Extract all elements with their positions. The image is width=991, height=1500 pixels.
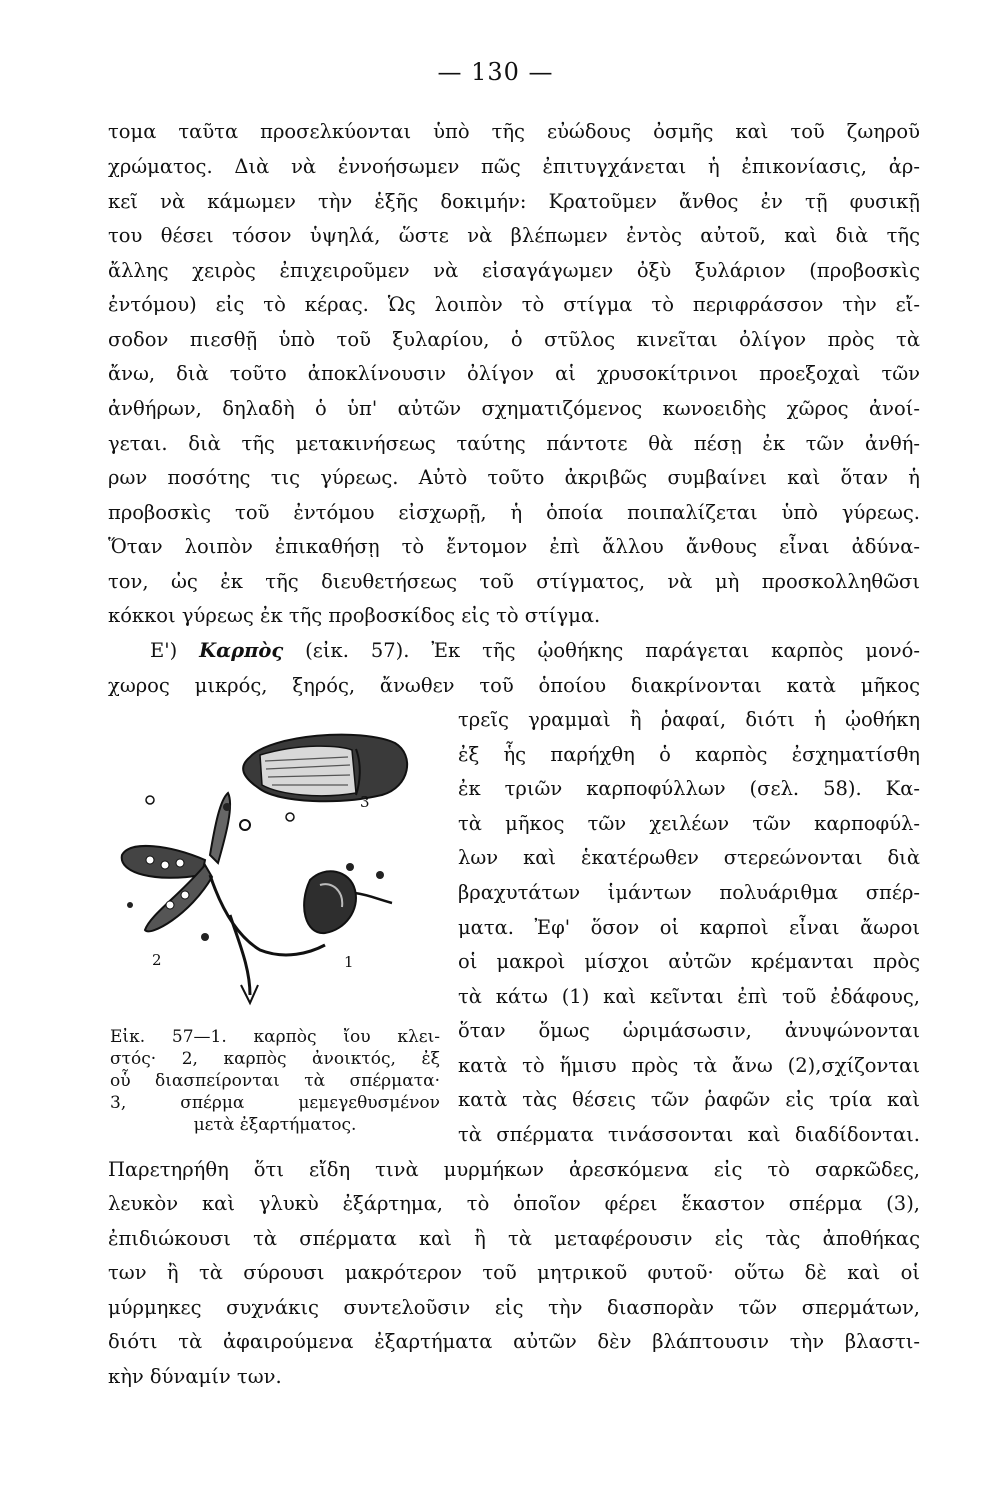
text-line: διότι τὰ ἀφαιρούμενα ἐξαρτήματα αὐτῶν δὲν βλάπτουσιν τὴν βλαστι- <box>108 1330 920 1353</box>
text-line: σοδον πιεσθῇ ὑπὸ τοῦ ξυλαρίου, ὁ στῦλος κινεῖται ὀλίγον πρὸς τὰ <box>108 328 920 351</box>
fruit-label-2: 2 <box>152 951 162 969</box>
side-text-line: ὅταν ὅμως ὡριμάσωσιν, ἀνυψώνονται <box>458 1019 920 1042</box>
section-heading-rest: (εἰκ. 57). Ἐκ τῆς ᾠοθήκης παράγεται καρπὸς μονό- <box>283 639 920 662</box>
side-text-line: τὰ σπέρματα τινάσσονται καὶ διαδίδονται. <box>458 1123 920 1146</box>
side-text-line: κατὰ τὰς θέσεις τῶν ῥαφῶν εἰς τρία καὶ <box>458 1088 920 1111</box>
text-line: Ὅταν λοιπὸν ἐπικαθήσῃ τὸ ἔντομον ἐπὶ ἄλλου ἄνθους εἶναι ἀδύνα- <box>108 535 920 558</box>
seed-illustration <box>243 735 407 802</box>
text-line: τον, ὡς ἐκ τῆς διευθετήσεως τοῦ στίγματος, νὰ μὴ προσκολληθῶσι <box>108 570 920 593</box>
side-text-line: τὰ κάτω (1) καὶ κεῖνται ἐπὶ τοῦ ἐδάφους, <box>458 985 920 1008</box>
text-line: λευκὸν καὶ γλυκὺ ἐξάρτημα, τὸ ὁποῖον φέρει ἕκαστον σπέρμα (3), <box>108 1192 920 1215</box>
side-text-line: κατὰ τὸ ἥμισυ πρὸς τὰ ἄνω (2),σχίζονται <box>458 1054 920 1077</box>
side-text-line: λων καὶ ἑκατέρωθεν στερεώνονται διὰ <box>458 846 920 869</box>
figure-violet-fruit <box>110 705 450 1030</box>
text-line: κὴν δύναμίν των. <box>108 1365 282 1388</box>
section-heading-prefix: Ε') <box>150 639 200 662</box>
side-text-line: ἐξ ἧς παρήχθη ὁ καρπὸς ἐσχηματίσθη <box>458 743 920 766</box>
text-line: χωρος μικρός, ξηρός, ἄνωθεν τοῦ ὁποίου διακρίνονται κατὰ μῆκος <box>108 674 920 697</box>
section-heading-line <box>150 634 920 668</box>
fruit-label-1: 1 <box>344 953 354 971</box>
text-line: ἄλλης χειρὸς ἐπιχειροῦμεν νὰ εἰσαγάγωμεν ὀξὺ ξυλάριον (προβοσκὶς <box>108 259 920 282</box>
text-line: χρώματος. Διὰ νὰ ἐννοήσωμεν πῶς ἐπιτυγχάνεται ἡ ἐπικονίασις, ἀρ- <box>108 155 920 178</box>
caption-line: 3, σπέρμα μεμεγεθυσμένον <box>110 1093 440 1113</box>
open-fruit-illustration <box>122 793 325 1003</box>
text-line: των ἢ τὰ σύρουσι μακρότερον τοῦ μητρικοῦ φυτοῦ· οὕτω δὲ καὶ οἱ <box>108 1261 920 1284</box>
text-line: Παρετηρήθη ὅτι εἴδη τινὰ μυρμήκων ἀρεσκόμενα εἰς τὸ σαρκῶδες, <box>108 1158 920 1181</box>
side-text-line: τὰ μῆκος τῶν χειλέων τῶν καρποφύλ- <box>458 812 920 835</box>
side-text-line: οἱ μακροὶ μίσχοι αὐτῶν κρέμανται πρὸς <box>458 950 920 973</box>
caption-line: Εἰκ. 57—1. καρπὸς ἴου κλει- <box>110 1027 440 1047</box>
caption-line: μετὰ ἐξαρτήματος. <box>193 1115 357 1135</box>
side-text-line: βραχυτάτων ἱμάντων πολυάριθμα σπέρ- <box>458 881 920 904</box>
figure-caption <box>110 1026 440 1136</box>
text-line: ἐντόμου) εἰς τὸ κέρας. Ὡς λοιπὸν τὸ στίγμα τὸ περιφράσσον τὴν εἴ- <box>108 293 920 316</box>
caption-line: στός· 2, καρπὸς ἀνοικτός, ἐξ <box>110 1049 440 1069</box>
text-line: ρων ποσότης τις γύρεως. Αὐτὸ τοῦτο ἀκριβῶς συμβαίνει καὶ ὅταν ἡ <box>108 466 920 489</box>
text-line: ἄνω, διὰ τοῦτο ἀποκλίνουσιν ὀλίγον αἱ χρυσοκίτρινοι προεξοχαὶ τῶν <box>108 362 920 385</box>
side-text-line: τρεῖς γραμμαὶ ἢ ῥαφαί, διότι ἡ ᾠοθήκη <box>458 708 920 731</box>
page-number: — 130 — <box>437 58 554 86</box>
text-line: γεται. διὰ τῆς μετακινήσεως ταύτης πάντοτε θὰ πέσῃ ἐκ τῶν ἀνθή- <box>108 432 920 455</box>
text-line: του θέσει τόσον ὑψηλά, ὥστε νὰ βλέπωμεν ἐντὸς αὐτοῦ, καὶ διὰ τῆς <box>108 224 920 247</box>
text-line: κεῖ νὰ κάμωμεν τὴν ἑξῆς δοκιμήν: Κρατοῦμεν ἄνθος ἐν τῇ φυσικῇ <box>108 190 920 213</box>
text-line: ἐπιδιώκουσι τὰ σπέρματα καὶ ἢ τὰ μεταφέρουσιν εἰς τὰς ἀποθήκας <box>108 1227 920 1250</box>
text-line: προβοσκὶς τοῦ ἐντόμου εἰσχωρῇ, ἡ ὁποία ποιπαλίζεται ὑπὸ γύρεως. <box>108 501 920 524</box>
section-heading-title: Καρπὸς <box>199 639 284 662</box>
side-text-line: ματα. Ἐφ' ὅσον οἱ καρποὶ εἶναι ἄωροι <box>458 916 920 939</box>
closed-fruit-illustration <box>304 871 392 933</box>
text-line: κόκκοι γύρεως ἐκ τῆς προβοσκίδος εἰς τὸ στίγμα. <box>108 604 601 627</box>
caption-line: οὗ διασπείρονται τὰ σπέρματα· <box>110 1071 440 1091</box>
seed-label-3: 3 <box>360 793 370 811</box>
side-text-line: ἐκ τριῶν καρποφύλλων (σελ. 58). Κα- <box>458 777 920 800</box>
text-line: τομα ταῦτα προσελκύονται ὑπὸ τῆς εὐώδους ὀσμῆς καὶ τοῦ ζωηροῦ <box>108 120 920 143</box>
text-line: μύρμηκες συχνάκις συντελοῦσιν εἰς τὴν διασπορὰν τῶν σπερμάτων, <box>108 1296 920 1319</box>
text-line: ἀνθήρων, δηλαδὴ ὁ ὑπ' αὐτῶν σχηματιζόμενος κωνοειδὴς χῶρος ἀνοί- <box>108 397 920 420</box>
